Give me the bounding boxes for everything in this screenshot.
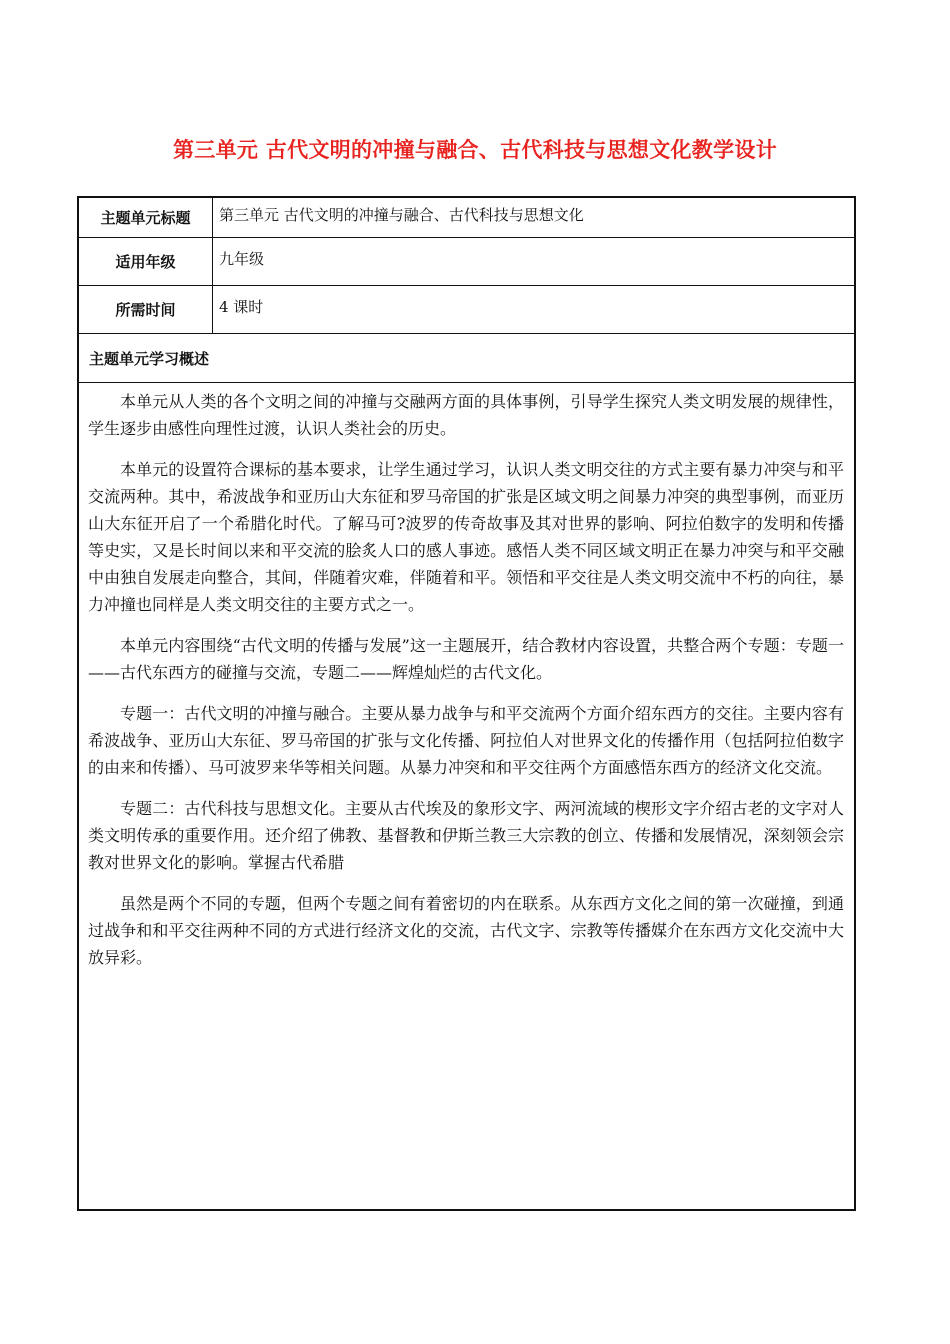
paragraph: 本单元内容围绕“古代文明的传播与发展”这一主题展开，结合教材内容设置，共整合两个专题：专题一——古代东西方的碰撞与交流，专题二——辉煌灿烂的古代文化。 bbox=[88, 636, 844, 682]
row-value-unit-title: 第三单元 古代文明的冲撞与融合、古代科技与思想文化 bbox=[219, 206, 584, 224]
overview-heading: 主题单元学习概述 bbox=[89, 350, 210, 368]
table-row bbox=[79, 238, 854, 286]
paragraph: 专题二：古代科技与思想文化。主要从古代埃及的象形文字、两河流域的楔形文字介绍古老的文字对人类文明传承的重要作用。还介绍了佛教、基督教和伊斯兰教三大宗教的创立、传播和发展情况，深刻领会宗教对世界文化的影响。掌握古代希腊 bbox=[88, 799, 844, 872]
row-value-grade: 九年级 bbox=[219, 250, 265, 268]
row-label-grade: 适用年级 bbox=[79, 238, 213, 285]
document-title: 第三单元 古代文明的冲撞与融合、古代科技与思想文化教学设计 bbox=[172, 138, 777, 162]
row-value-time: 4 课时 bbox=[219, 298, 264, 316]
paragraph: 虽然是两个不同的专题，但两个专题之间有着密切的内在联系。从东西方文化之间的第一次碰撞，到通过战争和和平交往两种不同的方式进行经济文化的交流，古代文字、宗教等传播媒介在东西方文化交流中大放异彩。 bbox=[88, 894, 844, 967]
lesson-design-table bbox=[77, 196, 856, 1211]
overview-body bbox=[88, 388, 844, 985]
row-label-unit-title: 主题单元标题 bbox=[79, 198, 213, 237]
table-row bbox=[79, 286, 854, 334]
row-label-time: 所需时间 bbox=[79, 286, 213, 333]
paragraph: 专题一：古代文明的冲撞与融合。主要从暴力战争与和平交流两个方面介绍东西方的交往。主要内容有希波战争、亚历山大东征、罗马帝国的扩张与文化传播、阿拉伯人对世界文化的传播作用（包括阿拉伯数字的由来和传播）、马可波罗来华等相关问题。从暴力冲突和和平交往两个方面感悟东西方的经济文化交流。 bbox=[88, 704, 844, 777]
table-row bbox=[79, 198, 854, 238]
paragraph: 本单元从人类的各个文明之间的冲撞与交融两方面的具体事例，引导学生探究人类文明发展的规律性，学生逐步由感性向理性过渡，认识人类社会的历史。 bbox=[88, 392, 844, 438]
overview-heading-row bbox=[79, 334, 854, 383]
paragraph: 本单元的设置符合课标的基本要求，让学生通过学习，认识人类文明交往的方式主要有暴力冲突与和平交流两种。其中，希波战争和亚历山大东征和罗马帝国的扩张是区域文明之间暴力冲突的典型事例，而亚历山大东征开启了一个希腊化时代。了解马可?波罗的传奇故事及其对世界的影响、阿拉伯数字的发明和传播等史实，又是长时间以来和平交流的脍炙人口的感人事迹。感悟人类不同区域文明正在暴力冲突与和平交融中由独自发展走向整合，其间，伴随着灾难，伴随着和平。领悟和平交往是人类文明交流中不朽的向往，暴力冲撞也同样是人类文明交往的主要方式之一。 bbox=[88, 460, 844, 614]
